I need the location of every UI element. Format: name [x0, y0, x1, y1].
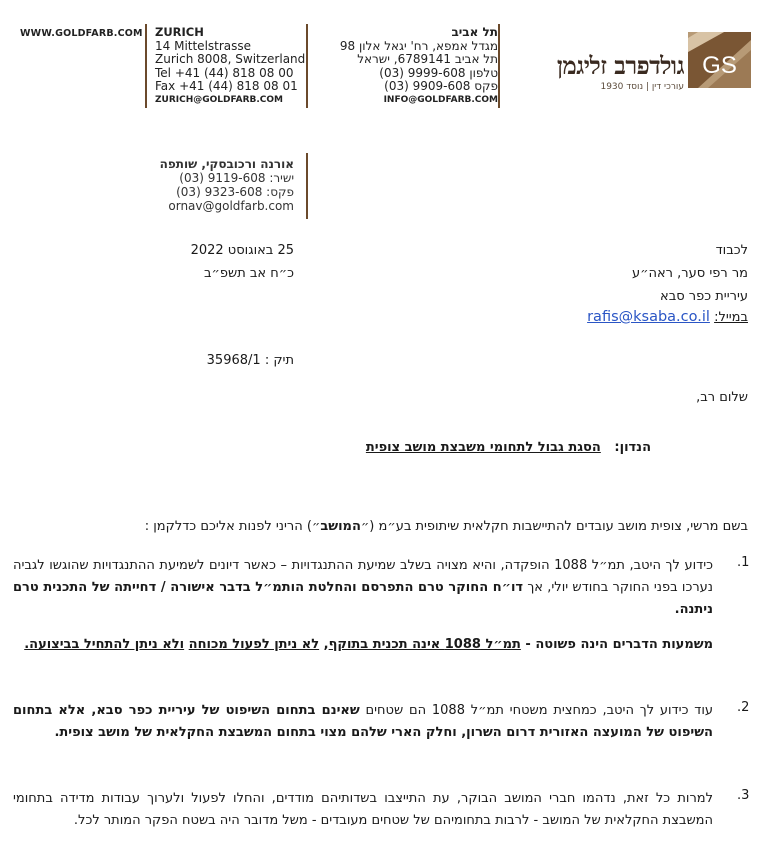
p1-meaning-cannot-act: לא ניתן לפעול מכוחה: [188, 637, 320, 652]
telaviv-city: תל אביב 6789141, ישראל: [357, 52, 498, 66]
sender-email[interactable]: ornav@goldfarb.com: [168, 199, 294, 213]
date-gregorian: 25 באוגוסט 2022: [190, 243, 294, 258]
telaviv-office-block: [308, 26, 498, 107]
sender-contact-block: [160, 157, 294, 213]
greeting: שלום רב,: [696, 390, 748, 405]
sender-fax: פקס: 9323-608 (03): [176, 185, 294, 199]
paragraph-1-meaning: [13, 634, 713, 656]
zurich-office-block: [155, 26, 305, 107]
telaviv-title: תל אביב: [451, 25, 498, 39]
zurich-fax: Fax +41 (44) 818 08 01: [155, 79, 298, 93]
paragraph-number: .3: [737, 788, 750, 803]
file-label: תיק :: [264, 353, 294, 368]
intro-text-c: ״) הריני לפנות אליכם כדלקמן :: [144, 519, 321, 534]
paragraph-number: .1: [737, 555, 750, 570]
file-number-line: [207, 353, 294, 368]
sender-direct: ישיר: 9119-608 (03): [179, 171, 294, 185]
firm-logo-icon: [688, 32, 751, 88]
sender-name: אורנה ורכובסקי, שותפה: [159, 157, 294, 171]
zurich-tel: Tel +41 (44) 818 08 00: [155, 65, 294, 80]
intro-defined-term: המושב: [320, 519, 361, 534]
p1-text: כידוע לך היטב, תמ״ל 1088 הופקדה, והיא מצויה בשלב שמיעת ההתנגדויות – כאשר דיונים לשמיעת ההתנגדויות שהוגשו לגביה נערכו בפני החוקר בחודש יולי, אך: [13, 558, 714, 595]
p2-bold: שאינם בתחום השיפוט של עיריית כפר סבא, אלא בתחום השיפוט של המועצה האזורית דרום השרון, וחלק הארי שלהם מצוי בתחום המשבצת החקלאית של מושב צופית.: [13, 703, 713, 740]
recipient-email-line: [587, 309, 748, 325]
telaviv-fax: פקס 9909-608 (03): [384, 79, 498, 93]
telaviv-street: מגדל אמפא, רח' יגאל אלון 98: [339, 38, 498, 53]
recipient-name: מר רפי סער, ראה״ע: [631, 266, 748, 281]
telaviv-tel: טלפון 9999-608 (03): [379, 65, 498, 80]
p1-meaning-sep: ,: [319, 637, 329, 652]
recipient-honorific: לכבוד: [715, 243, 748, 258]
p1-meaning-cannot-execute: ולא ניתן להתחיל בביצועה.: [24, 637, 185, 652]
p1-meaning-lead: משמעות הדברים הינה פשוטה -: [520, 637, 713, 652]
intro-paragraph: [8, 516, 748, 538]
subject-line: [366, 440, 651, 455]
firm-name: גולדפרב זליגמן: [556, 51, 684, 80]
email-label: במייל:: [714, 310, 748, 325]
zurich-title: ZURICH: [155, 25, 204, 39]
subject-label: הנדון:: [614, 440, 651, 455]
zurich-street: 14 Mittelstrasse: [155, 38, 252, 53]
logo-monogram: GS: [702, 52, 737, 79]
subject-text: הסגת גבול לתחומי משבצת מושב צופית: [365, 440, 601, 455]
date-hebrew: כ״ח אב תשפ״ב: [204, 266, 294, 281]
website-url[interactable]: WWW.GOLDFARB.COM: [20, 28, 143, 39]
p1-meaning-not-in-force: תמ״ל 1088 אינה תכנית בתוקף: [328, 637, 521, 652]
divider-line: [306, 153, 308, 219]
divider-line: [145, 24, 147, 108]
file-number: 35968/1: [206, 353, 261, 368]
p3-text: למרות כל זאת, נדהמו חברי המושב הבוקר, עת התייצבו בשדותיהם מודדים, והחלו לפעול ולערוך עבודות מדידה בתחומי המשבצת החקלאית של המושב - לרבות בתחומיהם של שטחים מעובדים - משל מדובר היה בשטח הפקר המותר לכל.: [13, 791, 713, 828]
paragraph-2: [13, 700, 713, 744]
recipient-email-link[interactable]: rafis@ksaba.co.il: [587, 309, 710, 325]
p1-bold: דו״ח החוקר טרם התפרסם והחלטת הותמ״ל בדבר אישורה / דחייתה של התכנית טרם ניתנה.: [13, 580, 713, 617]
paragraph-3: [13, 788, 713, 832]
intro-text-a: בשם מרשי, צופית מושב עובדים להתיישבות חקלאית שיתופית בע״מ (״: [360, 519, 748, 534]
zurich-city: Zurich 8008, Switzerland: [155, 52, 306, 66]
paragraph-1: [13, 555, 713, 621]
firm-tagline: עורכי דין | נוסד 1930: [600, 82, 684, 92]
telaviv-email[interactable]: INFO@GOLDFARB.COM: [383, 94, 498, 105]
recipient-org: עיריית כפר סבא: [660, 289, 748, 304]
paragraph-number: .2: [737, 700, 750, 715]
p2-text: עוד כידוע לך היטב, כמחצית משטחי תמ״ל 1088 הם שטחים: [359, 703, 713, 718]
zurich-email[interactable]: ZURICH@GOLDFARB.COM: [155, 94, 283, 105]
divider-line: [498, 24, 500, 108]
